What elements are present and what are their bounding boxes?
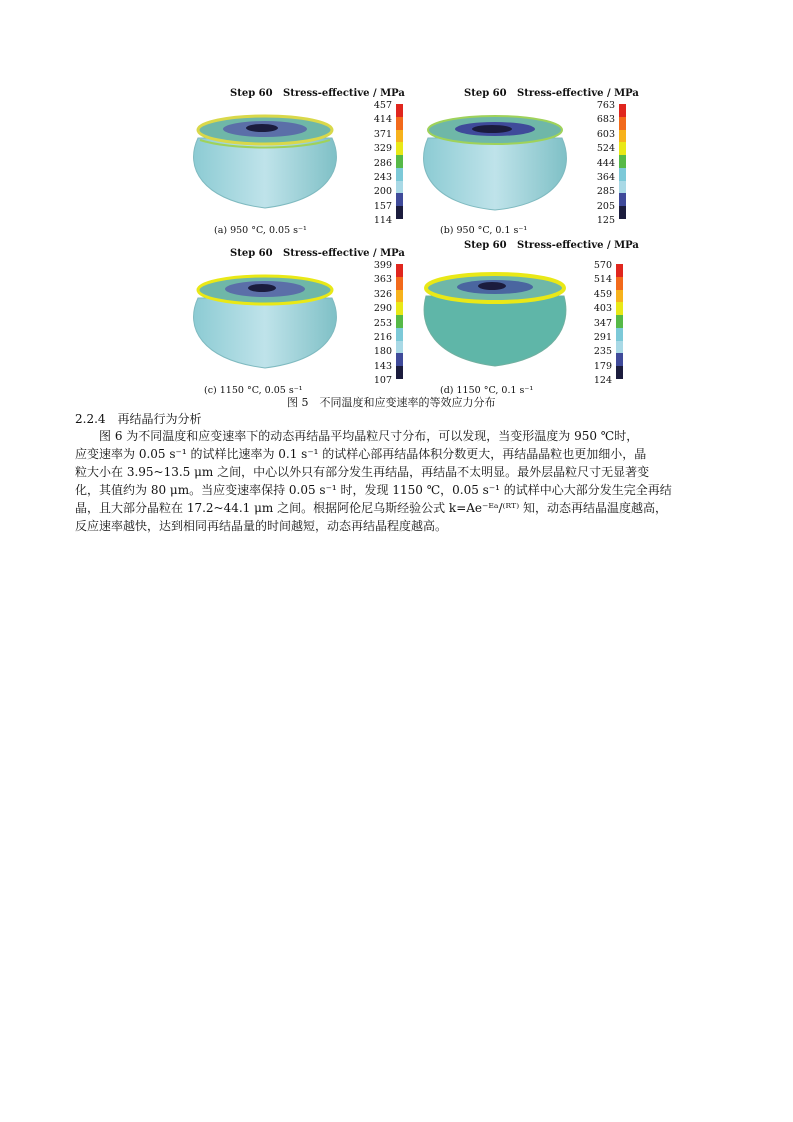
paragraph-line: 晶，且大部分晶粒在 17.2~44.1 μm 之间。根据阿伦尼乌斯经验公式 k=Ae⁻ᴱᵃ/⁽ᴿᵀ⁾ 知，动态再结晶温度越高， — [75, 501, 667, 515]
scale-tick: 457 — [373, 100, 392, 111]
color-swatch — [396, 168, 403, 181]
figure-panel-d — [420, 240, 680, 396]
scale-tick: 107 — [373, 375, 392, 387]
figure-panel-b — [420, 88, 680, 238]
scale-tick: 570 — [593, 260, 612, 271]
scale-tick: 371 — [373, 128, 392, 140]
color-swatch — [396, 206, 403, 219]
scale-tick: 524 — [596, 143, 615, 155]
paragraph-line: 图 6 为不同温度和应变速率下的动态再结晶平均晶粒尺寸分布，可以发现，当变形温度为 950 ℃时， — [75, 429, 639, 443]
paragraph-line: 化，其值约为 80 μm。当应变速率保持 0.05 s⁻¹ 时，发现 1150 ℃，0.05 s⁻¹ 的试样中心大部分发生完全再结 — [75, 483, 672, 497]
figure-caption: 图 5 不同温度和应变速率的等效应力分布 — [287, 396, 496, 409]
color-scale — [585, 100, 655, 227]
color-swatch — [396, 353, 403, 366]
color-swatch — [396, 290, 403, 303]
color-bar — [616, 264, 623, 379]
color-swatch — [396, 341, 403, 354]
paragraph-line: 反应速率越快，达到相同再结晶量的时间越短，动态再结晶程度越高。 — [75, 519, 448, 533]
scale-tick: 216 — [373, 332, 392, 343]
color-swatch — [619, 104, 626, 117]
scale-tick: 200 — [373, 186, 392, 198]
panel-step-label: Step 60 — [464, 240, 507, 251]
scale-tick: 124 — [593, 375, 612, 387]
color-swatch — [616, 277, 623, 290]
color-swatch — [396, 193, 403, 206]
color-swatch — [396, 264, 403, 277]
color-swatch — [396, 142, 403, 155]
color-swatch — [619, 117, 626, 130]
scale-tick: 683 — [596, 114, 615, 126]
scale-tick: 286 — [373, 157, 392, 169]
color-swatch — [396, 277, 403, 290]
color-swatch — [616, 302, 623, 315]
color-swatch — [619, 206, 626, 219]
stress-distribution-render — [190, 268, 340, 378]
figure-panel-a — [190, 88, 450, 238]
color-swatch — [396, 117, 403, 130]
body-paragraph — [75, 427, 727, 535]
scale-tick: 329 — [373, 143, 392, 155]
color-swatch — [616, 315, 623, 328]
legend-title: Stress-effective / MPa — [517, 88, 639, 99]
scale-tick: 285 — [596, 186, 615, 198]
scale-tick: 603 — [596, 128, 615, 140]
scale-tick: 444 — [596, 157, 615, 169]
color-bar — [396, 104, 403, 219]
color-swatch — [619, 155, 626, 168]
scale-tick: 291 — [593, 332, 612, 343]
color-swatch — [616, 290, 623, 303]
legend-title: Stress-effective / MPa — [283, 248, 405, 259]
scale-tick: 205 — [596, 200, 615, 212]
scale-tick: 763 — [596, 100, 615, 111]
color-swatch — [616, 264, 623, 277]
scale-tick: 290 — [373, 303, 392, 315]
scale-tick: 399 — [373, 260, 392, 271]
color-swatch — [396, 302, 403, 315]
scale-tick: 125 — [596, 215, 615, 227]
paragraph-line: 粒大小在 3.95~13.5 μm 之间，中心以外只有部分发生再结晶，再结晶不太明显。最外层晶粒尺寸无显著变 — [75, 465, 650, 479]
scale-tick: 414 — [373, 114, 392, 126]
color-scale — [582, 260, 652, 387]
panel-step-label: Step 60 — [464, 88, 507, 99]
color-swatch — [396, 130, 403, 143]
panel-caption: (a) 950 °C, 0.05 s⁻¹ — [214, 225, 307, 236]
scale-tick: 180 — [373, 346, 392, 358]
panel-step-label: Step 60 — [230, 88, 273, 99]
panel-step-label: Step 60 — [230, 248, 273, 259]
color-swatch — [619, 142, 626, 155]
scale-tick: 403 — [593, 303, 612, 315]
color-swatch — [619, 193, 626, 206]
color-swatch — [396, 328, 403, 341]
legend-title: Stress-effective / MPa — [283, 88, 405, 99]
legend-title: Stress-effective / MPa — [517, 240, 639, 251]
color-swatch — [396, 104, 403, 117]
paragraph-line: 应变速率为 0.05 s⁻¹ 的试样比速率为 0.1 s⁻¹ 的试样心部再结晶体积分数更大，再结晶晶粒也更加细小，晶 — [75, 447, 647, 461]
stress-distribution-render — [420, 266, 570, 376]
panel-caption: (c) 1150 °C, 0.05 s⁻¹ — [204, 385, 303, 396]
color-swatch — [619, 168, 626, 181]
stress-distribution-render — [190, 108, 340, 218]
scale-tick: 326 — [373, 288, 392, 300]
scale-tick: 143 — [373, 360, 392, 372]
scale-tick: 514 — [593, 274, 612, 286]
scale-tick: 235 — [593, 346, 612, 358]
scale-tick: 179 — [593, 360, 612, 372]
figure-panel-c — [190, 248, 450, 398]
panel-caption: (d) 1150 °C, 0.1 s⁻¹ — [440, 385, 534, 396]
scale-tick: 364 — [596, 172, 615, 183]
color-swatch — [616, 366, 623, 379]
section-heading: 2.2.4 再结晶行为分析 — [75, 412, 202, 426]
scale-tick: 459 — [593, 288, 612, 300]
color-swatch — [616, 328, 623, 341]
color-swatch — [396, 155, 403, 168]
scale-tick: 363 — [373, 274, 392, 286]
color-swatch — [396, 315, 403, 328]
color-swatch — [616, 341, 623, 354]
stress-distribution-render — [420, 108, 570, 218]
scale-tick: 157 — [373, 200, 392, 212]
color-swatch — [616, 353, 623, 366]
color-swatch — [619, 181, 626, 194]
scale-tick: 253 — [373, 317, 392, 329]
scale-tick: 347 — [593, 317, 612, 329]
scale-tick: 114 — [373, 215, 392, 227]
color-swatch — [396, 181, 403, 194]
scale-tick: 243 — [373, 172, 392, 183]
color-bar — [619, 104, 626, 219]
color-bar — [396, 264, 403, 379]
color-swatch — [396, 366, 403, 379]
color-swatch — [619, 130, 626, 143]
panel-caption: (b) 950 °C, 0.1 s⁻¹ — [440, 225, 528, 236]
